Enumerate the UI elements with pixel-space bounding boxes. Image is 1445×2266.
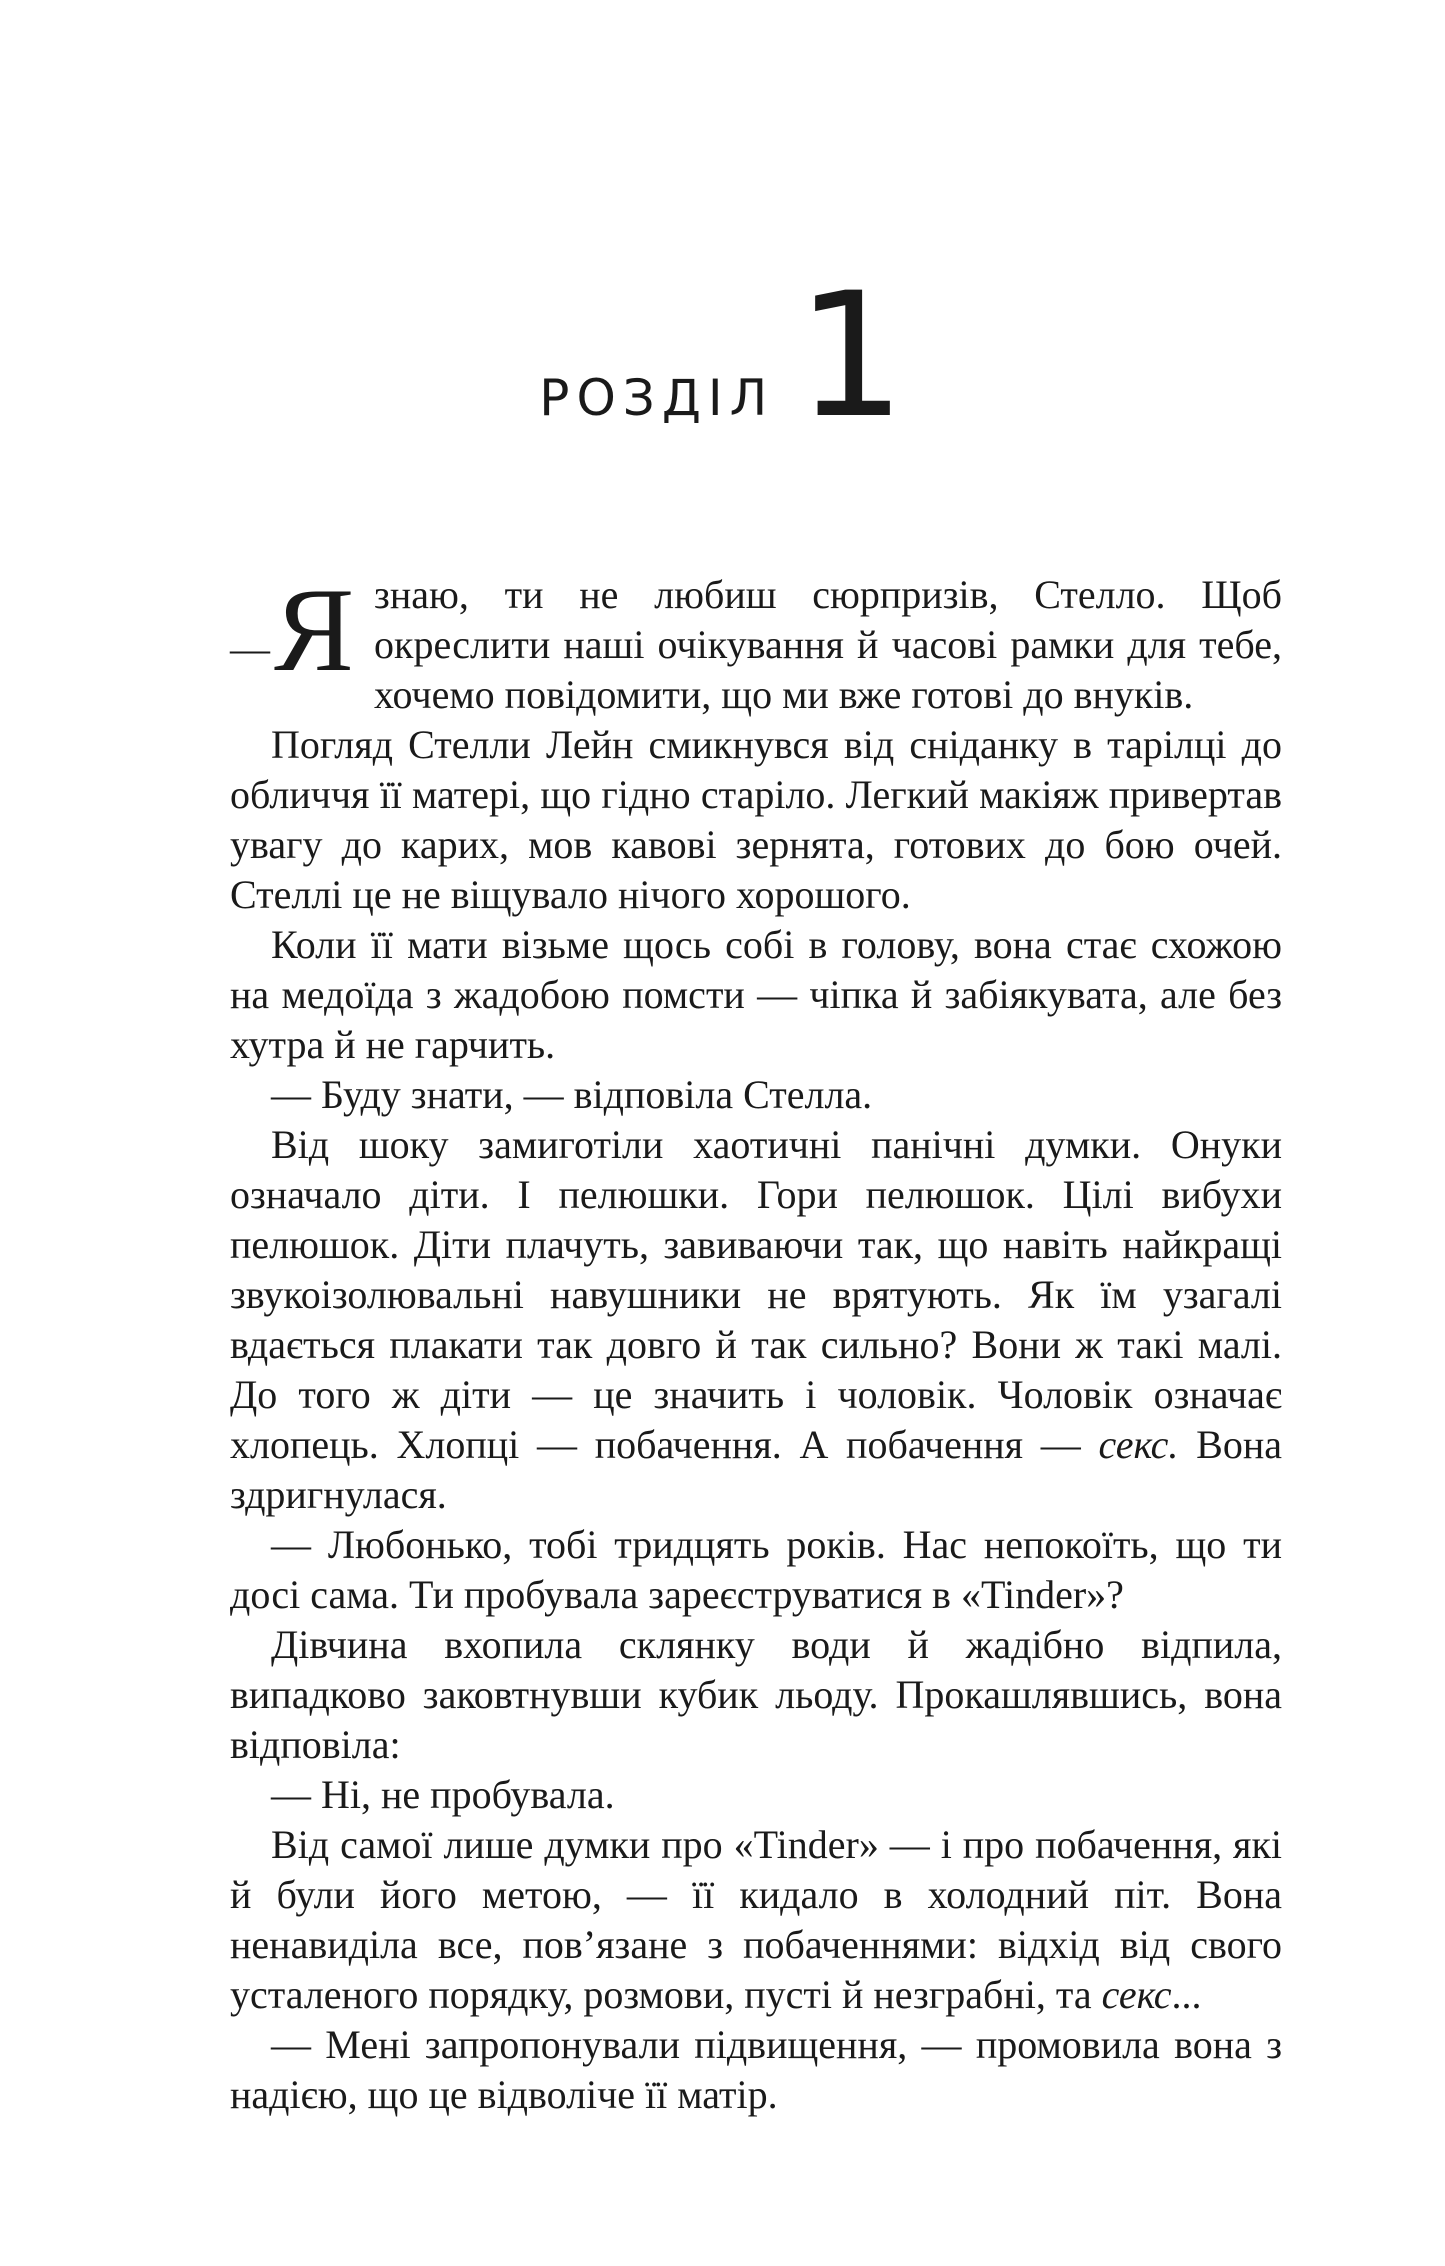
body-text [230, 563, 1282, 2120]
paragraph: Дівчина вхопила склянку води й жадібно відпила, випадково заковтнувши кубик льоду. Прокашлявшись, вона відповіла: [230, 1622, 1282, 1767]
opening-paragraph [230, 563, 1282, 720]
paragraph: Коли її мати візьме щось собі в голову, вона стає схожою на медоїда з жадобою помсти — чіпка й забіякувата, але без хутра й не гарчить. [230, 922, 1282, 1067]
dialogue-line: — Буду знати, — відповіла Стелла. [271, 1072, 873, 1117]
paragraph-text: ... [1171, 1972, 1202, 2017]
emphasis: секс. [1098, 1422, 1179, 1467]
paragraph-text: Від самої лише думки про «Tinder» — і про побачення, які й були його метою, — її кидало в холодний піт. Вона ненавиділа все, пов’язане з побаченнями: відхід від свого усталеного порядку, розмови, пусті й незграбні, та [230, 1822, 1282, 2017]
chapter-title: РОЗДІЛ [539, 369, 775, 427]
paragraph-text: Вона здригнулася. [230, 1422, 1282, 1517]
dialogue-line: — Ні, не пробувала. [271, 1772, 615, 1817]
paragraph [230, 1820, 1282, 2020]
dialogue-dash: — [230, 626, 270, 671]
paragraph: Погляд Стелли Лейн смикнувся від сніданку в тарілці до обличчя її матері, що гідно старіло. Легкий макіяж привертав увагу до карих, мов кавові зернята, готових до бою очей. Стеллі це не віщувало нічого хорошого. [230, 722, 1282, 917]
drop-cap-lead [230, 563, 355, 696]
dialogue-line: — Любонько, тобі тридцять років. Нас непокоїть, що ти досі сама. Ти пробувала зареєструватися в «Tinder»? [230, 1522, 1282, 1617]
chapter-heading [0, 255, 1445, 456]
chapter-number: 1 [796, 255, 906, 456]
dialogue-line: — Мені запропонували підвищення, — промовила вона з надією, що це відволіче її матір. [230, 2022, 1282, 2117]
emphasis: секс [1101, 1972, 1172, 2017]
drop-cap: Я [274, 563, 355, 696]
paragraph [230, 1120, 1282, 1520]
paragraph-text: Від шоку замиготіли хаотичні панічні думки. Онуки означало діти. І пелюшки. Гори пелюшок. Цілі вибухи пелюшок. Діти плачуть, завиваючи так, що навіть найкращі звукоізолювальні навушники не врятують. Як їм узагалі вдається плакати так довго й так сильно? Вони ж такі малі. До того ж діти — це значить і чоловік. Чоловік означає хлопець. Хлопці — побачення. А побачення — [230, 1122, 1282, 1467]
opening-text: знаю, ти не любиш сюрпризів, Стелло. Щоб окреслити наші очікування й часові рамки для тебе, хочемо повідомити, що ми вже готові до внуків. [374, 572, 1282, 717]
